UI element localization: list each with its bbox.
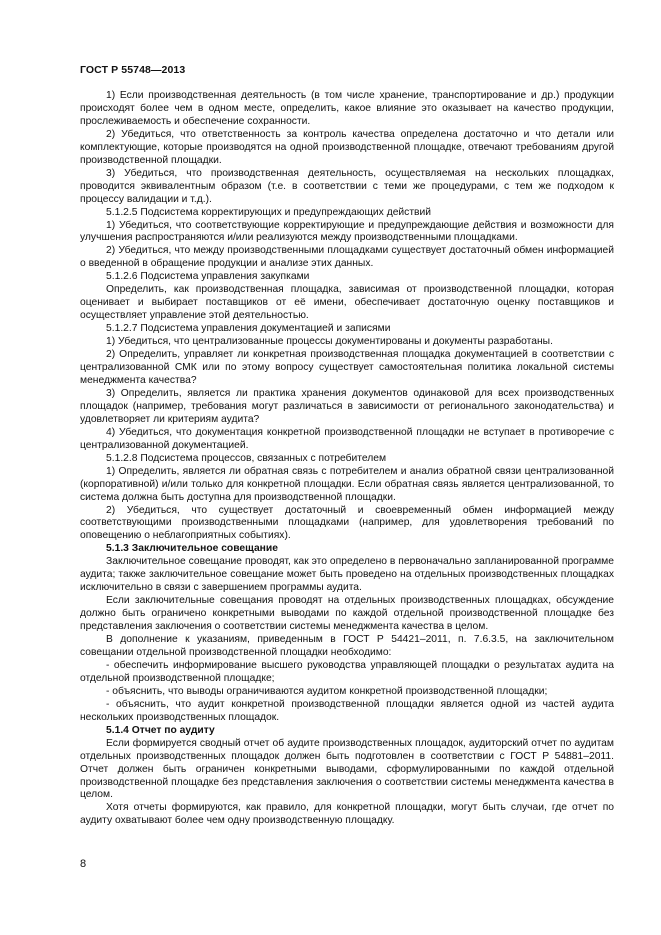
paragraph: Заключительное совещание проводят, как это определено в первоначально запланированной программе аудита; также заключительное совещание может быть проведено на отдельных производственных площадках исключительно в связи с завершением программы аудита. xyxy=(80,556,614,594)
paragraph: В дополнение к указаниям, приведенным в ГОСТ Р 54421–2011, п. 7.6.3.5, на заключительном совещании отдельной производственной площадки необходимо: xyxy=(80,634,614,658)
section-heading-bold: 5.1.4 Отчет по аудиту xyxy=(106,724,215,736)
section-heading: 5.1.2.7 Подсистема управления документацией и записями xyxy=(106,323,391,335)
section-heading: 5.1.2.5 Подсистема корректирующих и предупреждающих действий xyxy=(106,206,432,218)
page-number: 8 xyxy=(80,858,87,870)
list-item: - обеспечить информирование высшего руководства управляющей площадки о результатах аудита на отдельной производственной площадке; xyxy=(80,659,614,684)
paragraph: 3) Убедиться, что производственная деятельность, осуществляемая на нескольких площадках, проводится эквивалентным образом (т.е. в соответствии с теми же процедурами, с тем же подходом к процессу валидации и т.д.). xyxy=(80,167,614,205)
paragraph: Определить, как производственная площадка, зависимая от производственной площадки, которая оценивает и выбирает поставщиков от её имени, обеспечивает достаточную оценку поставщиков и осуществляет управление этой деятельностью. xyxy=(80,284,614,322)
paragraph: 2) Убедиться, что ответственность за контроль качества определена достаточно и что детали или комплектующие, которые производятся на одной производственной площадке, отвечают требованиям другой производственной площадки. xyxy=(80,128,614,166)
paragraph: 1) Убедиться, что централизованные процессы документированы и документы разработаны. xyxy=(106,336,553,348)
paragraph: 2) Определить, управляет ли конкретная производственная площадка документацией в соответствии с централизованной СМК или по этому вопросу существует самостоятельная политика локальной системы менеджмента качества? xyxy=(80,349,614,386)
document-header: ГОСТ Р 55748—2013 xyxy=(80,64,186,76)
paragraph: 1) Если производственная деятельность (в том числе хранение, транспортирование и др.) продукции происходят более чем в одном месте, определить, какое влияние это оказывает на качество продукции, прослеживаемость и обеспечение сохранности. xyxy=(80,90,614,127)
list-item: - объяснить, что выводы ограничиваются аудитом конкретной производственной площадки; xyxy=(106,685,548,697)
paragraph: Хотя отчеты формируются, как правило, для конкретной площадки, могут быть случаи, где отчет по аудиту охватывают более чем одну производственную площадку. xyxy=(80,802,614,827)
paragraph: 1) Убедиться, что соответствующие корректирующие и предупреждающие действия и возможности для улучшения распространяются и/или реализуются между производственными площадками. xyxy=(80,219,614,244)
paragraph: 2) Убедиться, что между производственными площадками существует достаточный обмен информацией о введенной в обращение продукции и анализе этих данных. xyxy=(80,245,614,270)
paragraph: 1) Определить, является ли обратная связь с потребителем и анализ обратной связи централизованной (корпоративной) и/или только для конкретной площадки. Если обратная связь является централизованной, то система должна быть доступна для производственной площадки. xyxy=(80,465,614,503)
paragraph: 4) Убедиться, что документация конкретной производственной площадки не вступает в противоречие с централизованной документацией. xyxy=(80,426,614,451)
document-body xyxy=(80,90,614,828)
paragraph: 2) Убедиться, что существует достаточный и своевременный обмен информацией между соответствующими производственными площадками (например, для удовлетворения требований по оповещению о неблагоприятных событиях). xyxy=(80,504,614,542)
section-heading: 5.1.2.6 Подсистема управления закупками xyxy=(106,271,310,283)
section-heading: 5.1.2.8 Подсистема процессов, связанных с потребителем xyxy=(106,452,387,464)
list-item: - объяснить, что аудит конкретной производственной площадки является одной из частей аудита нескольких производственных площадок. xyxy=(80,698,614,723)
paragraph: Если формируется сводный отчет об аудите производственных площадок, аудиторский отчет по аудитам отдельных производственных площадок должен быть подготовлен в соответствии с ГОСТ Р 54881–2011. Отчет должен быть ограничен конкретными выводами, сформулированными по каждой отдельной производственной площадке без представления заключения о соответствии системы менеджмента качества в целом. xyxy=(80,737,614,801)
paragraph: 3) Определить, является ли практика хранения документов одинаковой для всех производственных площадок (например, требования могут различаться в зависимости от регионального законодательства) и удовлетворяет ли критериям аудита? xyxy=(80,387,614,425)
paragraph: Если заключительные совещания проводят на отдельных производственных площадках, обсуждение должно быть ограничено конкретными выводами по каждой отдельной производственной площадке без представления заключения о соответствии системы менеджмента качества в целом. xyxy=(80,595,614,633)
section-heading-bold: 5.1.3 Заключительное совещание xyxy=(106,543,278,555)
